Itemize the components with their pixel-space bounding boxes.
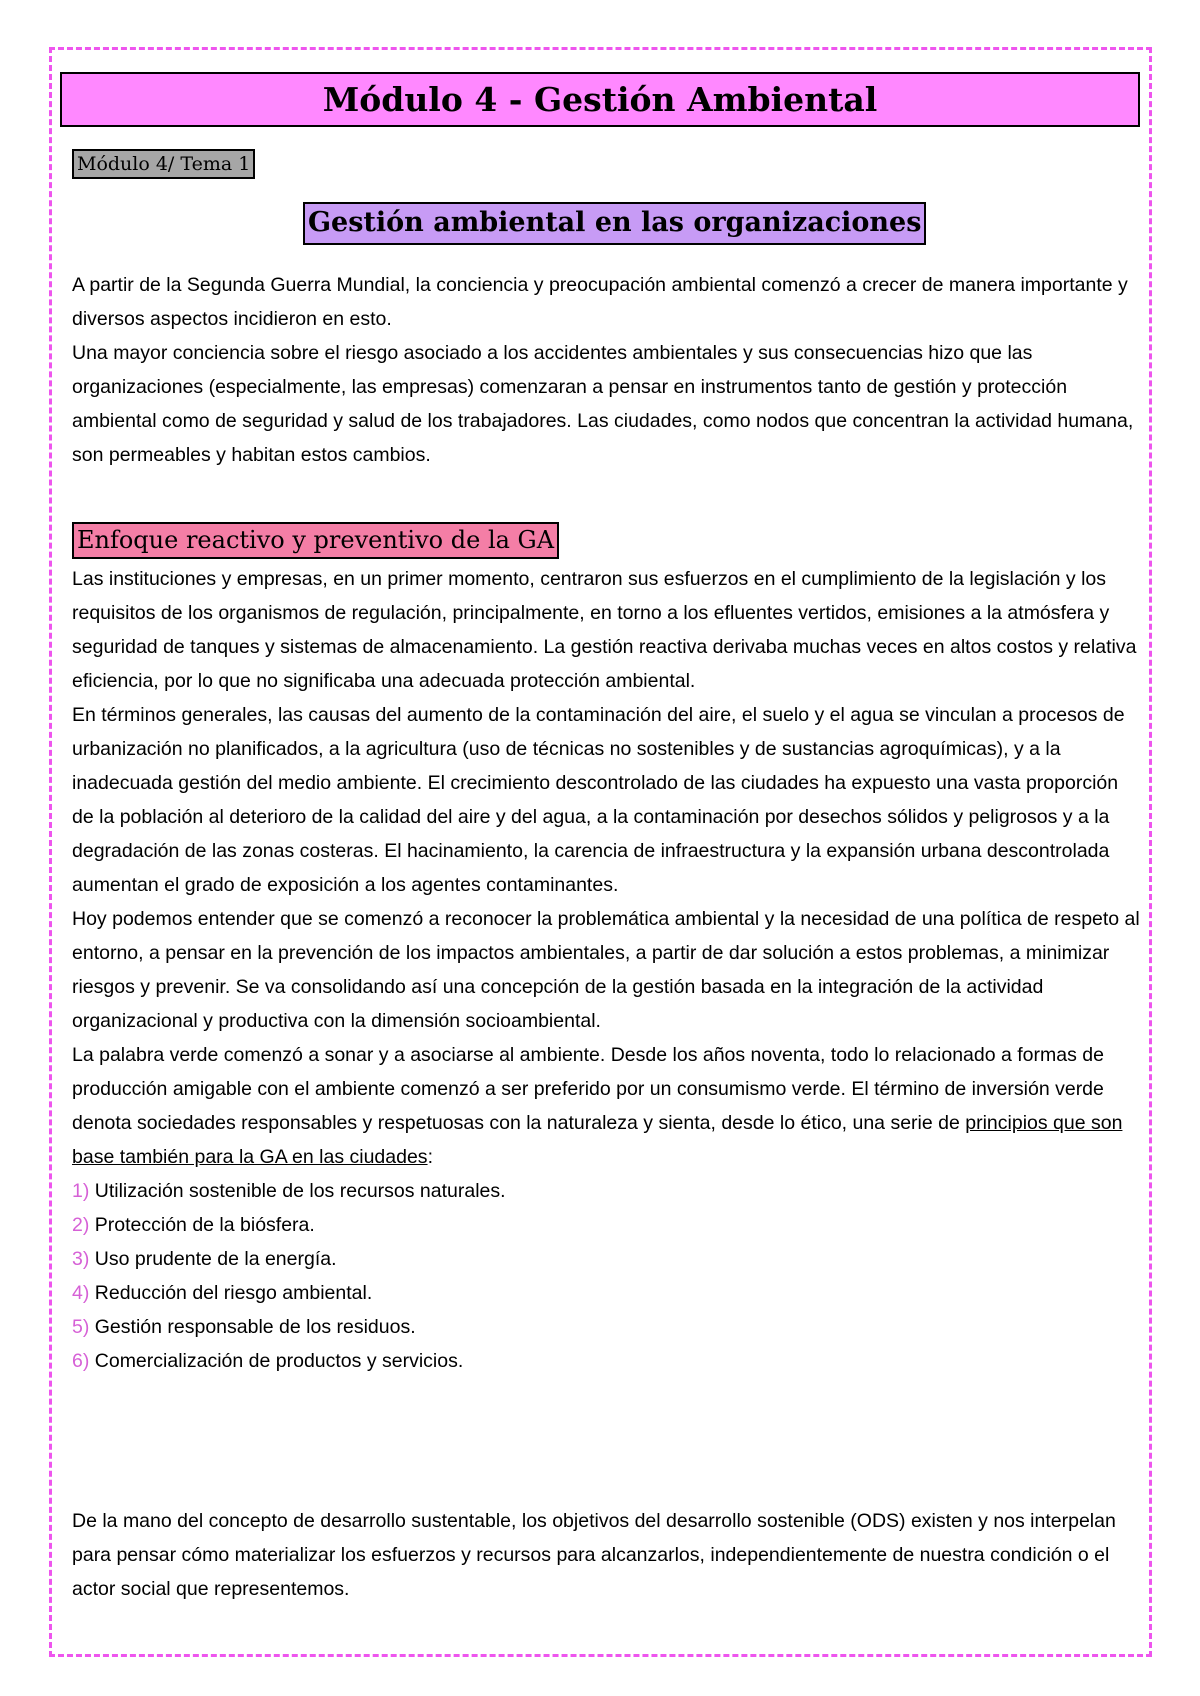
module-header [60, 72, 1140, 127]
subsection-title: Enfoque reactivo y preventivo de la GA [72, 522, 559, 559]
list-text: Reducción del riesgo ambiental. [94, 1282, 373, 1304]
closing-text [72, 1504, 1140, 1606]
list-number: 2) [72, 1214, 90, 1236]
verde-colon: : [427, 1146, 433, 1168]
principles-list [72, 1174, 1140, 1378]
list-item [72, 1344, 1140, 1378]
list-text: Uso prudente de la energía. [94, 1248, 337, 1270]
list-item [72, 1174, 1140, 1208]
list-number: 5) [72, 1316, 90, 1338]
subsection-paragraph-1: Las instituciones y empresas, en un primer momento, centraron sus esfuerzos en el cumplimiento de la legislación y los requisitos de los organismos de regulación, principalmente, en torno a los efluentes vertidos, emisiones a la atmósfera y seguridad de tanques y sistemas de almacenamiento. La gestión reactiva derivaba muchas veces en altos costos y relativa eficiencia, por lo que no significaba una adecuada protección ambiental. [72, 568, 1137, 692]
module-title: Módulo 4 - Gestión Ambiental [322, 80, 878, 119]
verde-intro: La palabra verde comenzó a sonar y a asociarse al ambiente. Desde los años noventa, todo lo relacionado a formas de producción amigable con el ambiente comenzó a ser preferido por un consumismo verde. El término de inversión verde denota sociedades responsables y respetuosas con la naturaleza y sienta, desde lo ético, una serie de [72, 1044, 1104, 1134]
list-text: Protección de la biósfera. [94, 1214, 315, 1236]
intro-paragraph-2: Una mayor conciencia sobre el riesgo asociado a los accidentes ambientales y sus consecuencias hizo que las organizaciones (especialmente, las empresas) comenzaran a pensar en instrumentos tanto de gestión y protección ambiental como de seguridad y salud de los trabajadores. Las ciudades, como nodos que concentran la actividad humana, son permeables y habitan estos cambios. [72, 342, 1134, 466]
section-title: Gestión ambiental en las organizaciones [303, 202, 926, 245]
list-number: 4) [72, 1282, 90, 1304]
subsection-paragraph-3: Hoy podemos entender que se comenzó a reconocer la problemática ambiental y la necesidad de una política de respeto al entorno, a pensar en la prevención de los impactos ambientales, a partir de dar solución a estos problemas, a minimizar riesgos y prevenir. Se va consolidando así una concepción de la gestión basada en la integración de la actividad organizacional y productiva con la dimensión socioambiental. [72, 908, 1140, 1032]
subsection-text [72, 562, 1140, 1378]
list-text: Utilización sostenible de los recursos naturales. [94, 1180, 506, 1202]
principles-link: principios que son base también para la GA en las ciudades [72, 1112, 1123, 1168]
intro-text [72, 268, 1140, 472]
list-number: 1) [72, 1180, 90, 1202]
closing-paragraph: De la mano del concepto de desarrollo sustentable, los objetivos del desarrollo sostenible (ODS) existen y nos interpelan para pensar cómo materializar los esfuerzos y recursos para alcanzarlos, independientemente de nuestra condición o el actor social que representemos. [72, 1510, 1116, 1600]
list-item [72, 1242, 1140, 1276]
intro-paragraph-1: A partir de la Segunda Guerra Mundial, la conciencia y preocupación ambiental comenzó a crecer de manera importante y diversos aspectos incidieron en esto. [72, 274, 1128, 330]
list-text: Gestión responsable de los residuos. [94, 1316, 416, 1338]
list-item [72, 1310, 1140, 1344]
list-number: 3) [72, 1248, 90, 1270]
list-item [72, 1208, 1140, 1242]
list-item [72, 1276, 1140, 1310]
subsection-paragraph-2: En términos generales, las causas del aumento de la contaminación del aire, el suelo y el agua se vinculan a procesos de urbanización no planificados, a la agricultura (uso de técnicas no sostenibles y de sustancias agroquímicas), y a la inadecuada gestión del medio ambiente. El crecimiento descontrolado de las ciudades ha expuesto una vasta proporción de la población al deterioro de la calidad del aire y del agua, a la contaminación por desechos sólidos y peligrosos y a la degradación de las zonas costeras. El hacinamiento, la carencia de infraestructura y la expansión urbana descontrolada aumentan el grado de exposición a los agentes contaminantes. [72, 704, 1125, 896]
verde-paragraph [72, 1038, 1140, 1174]
list-number: 6) [72, 1350, 90, 1372]
tema-label: Módulo 4/ Tema 1 [72, 149, 255, 179]
list-text: Comercialización de productos y servicios. [94, 1350, 464, 1372]
